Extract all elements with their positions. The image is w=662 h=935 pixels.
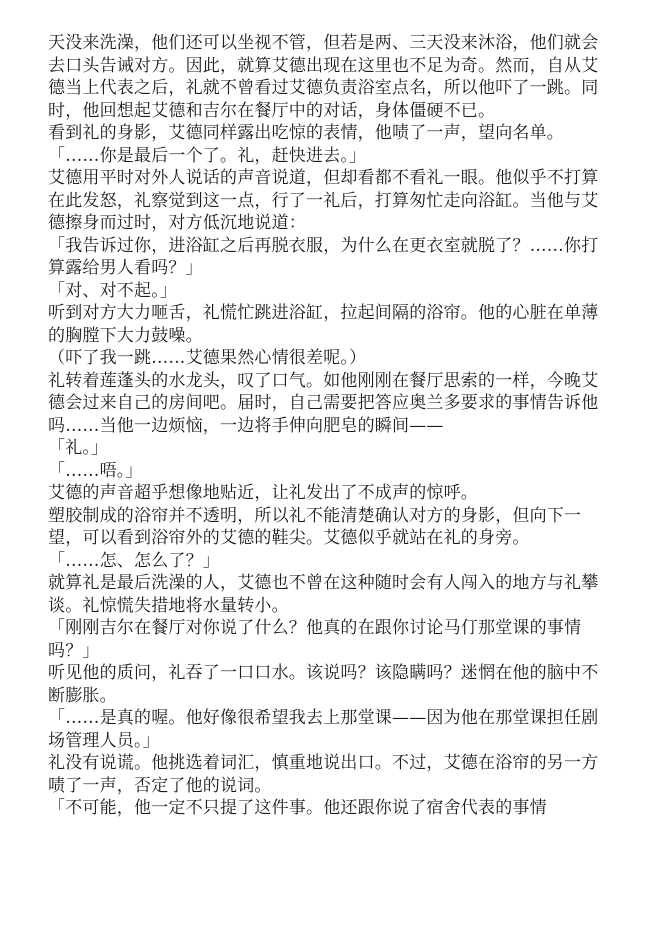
dialogue-line: 「对、对不起。」	[48, 280, 178, 301]
paragraph: 艾德用平时对外人说话的声音说道，但却看都不看礼一眼。他似乎不打算在此发怒，礼察觉到这一点，行了一礼后，打算匆忙走向浴缸。当他与艾德擦身而过时，对方低沉地说道：	[48, 168, 599, 233]
dialogue-line: 「……你是最后一个了。礼，赶快进去。」	[48, 145, 367, 166]
paragraph: 听到对方大力咂舌，礼慌忙跳进浴缸，拉起间隔的浴帘。他的心脏在单薄的胸膛下大力鼓噪。	[48, 303, 599, 346]
dialogue-line: 「……怎、怎么了？」	[48, 550, 220, 571]
paragraph: 听见他的质问，礼吞了一口口水。该说吗？该隐瞒吗？迷惘在他的脑中不断膨胀。	[48, 663, 599, 706]
dialogue-line: 「刚刚吉尔在餐厅对你说了什么？他真的在跟你讨论马仃那堂课的事情吗？」	[48, 618, 582, 661]
dialogue-line: 「礼。」	[48, 438, 109, 458]
document-page	[48, 32, 614, 820]
paragraph: 看到礼的身影，艾德同样露出吃惊的表情，他啧了一声，望向名单。	[48, 123, 564, 143]
dialogue-line: 「……是真的喔。他好像很希望我去上那堂课——因为他在那堂课担任剧场管理人员。」	[48, 708, 599, 751]
paragraph: 塑胶制成的浴帘并不透明，所以礼不能清楚确认对方的身影，但向下一望，可以看到浴帘外的艾德的鞋尖。艾德似乎就站在礼的身旁。	[48, 505, 582, 548]
paragraph: 礼转着莲蓬头的水龙头，叹了口气。如他刚刚在餐厅思索的一样，今晚艾德会过来自己的房间吧。届时，自己需要把答应奥兰多要求的事情告诉他吗……当他一边烦恼，一边将手伸向肥皂的瞬间——	[48, 370, 599, 436]
paragraph: 艾德的声音超乎想像地贴近，让礼发出了不成声的惊呼。	[48, 483, 478, 503]
paragraph: 天没来洗澡，他们还可以坐视不管，但若是两、三天没来沐浴，他们就会去口头告诫对方。因此，就算艾德出现在这里也不足为奇。然而，自从艾德当上代表之后，礼就不曾看过艾德负责浴室点名，所以他吓了一跳。同时，他回想起艾德和吉尔在餐厅中的对话，身体僵硬不已。	[48, 33, 599, 121]
dialogue-line: 「我告诉过你，进浴缸之后再脱衣服，为什么在更衣室就脱了？……你打算露给男人看吗？」	[48, 235, 599, 278]
dialogue-line: 「……唔。」	[48, 460, 143, 481]
dialogue-line: 「不可能，他一定不只提了这件事。他还跟你说了宿舍代表的事情	[48, 798, 547, 818]
paragraph: 就算礼是最后洗澡的人，艾德也不曾在这种随时会有人闯入的地方与礼攀谈。礼惊慌失措地将水量转小。	[48, 573, 599, 616]
inner-thought: （吓了我一跳……艾德果然心情很差呢。）	[48, 348, 367, 368]
paragraph: 礼没有说谎。他挑选着词汇，慎重地说出口。不过，艾德在浴帘的另一方啧了一声，否定了他的说词。	[48, 753, 599, 796]
